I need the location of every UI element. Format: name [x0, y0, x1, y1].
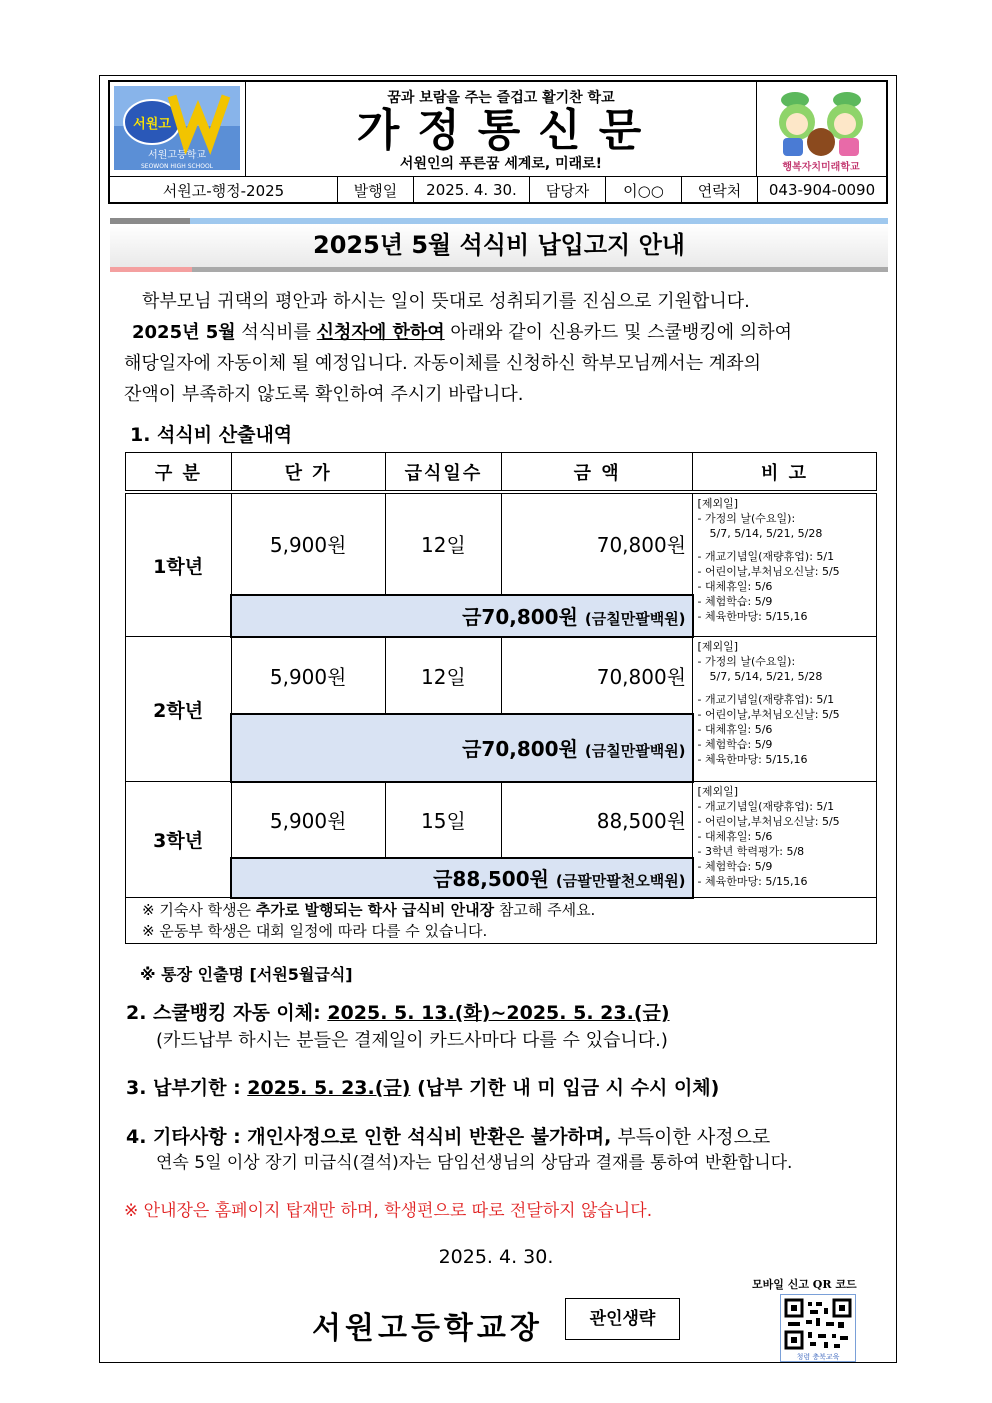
- remark-line: - 체육한마당: 5/15,16: [697, 753, 808, 766]
- amount-cell: 70,800원: [502, 494, 693, 595]
- document-number: 서원고-행정-2025: [110, 177, 338, 203]
- remark-line: - 어린이날,부처님오신날: 5/5: [697, 708, 840, 721]
- total-words: (금칠만팔백원): [584, 742, 686, 760]
- intro-paragraph: [124, 286, 874, 410]
- remarks-cell: [693, 637, 877, 782]
- intro-line-2-d: 아래와 같이 신용카드 및 스쿨뱅킹에 의하여: [444, 322, 792, 343]
- logo-text: 서원고: [133, 117, 171, 132]
- fee-table: [125, 452, 877, 944]
- remark-line: - 체험학습: 5/9: [697, 595, 773, 608]
- footnote-1-b: 추가로 발행되는 학사 급식비 안내장: [255, 900, 495, 919]
- manager-name: 이○○: [606, 177, 682, 203]
- grade-cell: 2학년: [126, 637, 232, 782]
- table-row: [126, 782, 877, 858]
- header-meal-days: 급식일수: [385, 453, 502, 491]
- section-3-label: 3. 납부기한 :: [126, 1077, 248, 1099]
- logo-caption-en: SEOWON HIGH SCHOOL: [140, 163, 214, 170]
- bank-name-note: ※ 통장 인출명 [서원5월급식]: [140, 965, 353, 984]
- days-cell: 12일: [385, 637, 502, 714]
- intro-applicants-only: 신청자에 한하여: [316, 322, 445, 343]
- remark-line: - 대체휴일: 5/6: [697, 580, 773, 593]
- total-amount: 금70,800원: [462, 605, 578, 629]
- section-1-heading: 1. 석식비 산출내역: [130, 424, 293, 446]
- section-4-label: 4. 기타사항 : 개인사정으로 인한 석식비 반환은 불가하며,: [126, 1126, 612, 1148]
- table-row: [126, 637, 877, 714]
- mascot-caption: 행복자치미래학교: [782, 162, 860, 173]
- manager-label: 담당자: [530, 177, 606, 203]
- total-words: (금칠만팔백원): [584, 610, 686, 628]
- days-cell: 15일: [385, 782, 502, 858]
- remarks-cell: [693, 494, 877, 637]
- remark-line: - 가정의 날(수요일):: [697, 655, 796, 668]
- remark-line: [제외일]: [697, 497, 739, 510]
- grade-cell: 1학년: [126, 494, 232, 637]
- amount-cell: 88,500원: [502, 782, 693, 858]
- grade-cell: 3학년: [126, 782, 232, 898]
- intro-line-4: 잔액이 부족하지 않도록 확인하여 주시기 바랍니다.: [124, 384, 524, 405]
- slogan-top: 꿈과 보람을 주는 즐겁고 활기찬 학교: [387, 90, 615, 106]
- remark-line: - 대체휴일: 5/6: [697, 723, 773, 736]
- footnote-athletes: ※ 운동부 학생은 대회 일정에 따라 다를 수 있습니다.: [142, 921, 488, 940]
- newsletter-title: 가정통신문: [356, 105, 660, 156]
- remark-line: - 3학년 학력평가: 5/8: [697, 845, 805, 858]
- remark-line: - 대체휴일: 5/6: [697, 830, 773, 843]
- section-2-label: 2. 스쿨뱅킹 자동 이체:: [126, 1002, 328, 1024]
- intro-line-2-b: 석식비를: [235, 322, 317, 343]
- transfer-period: 2025. 5. 13.(화)~2025. 5. 23.(금): [327, 1002, 670, 1024]
- remark-line: - 체육한마당: 5/15,16: [697, 875, 808, 888]
- remark-line: 5/7, 5/14, 5/21, 5/28: [709, 527, 823, 540]
- header-grade: 구 분: [126, 453, 232, 491]
- footnote-1-c: 참고해 주세요.: [494, 900, 596, 919]
- seal-omitted-box: 관인생략: [565, 1298, 680, 1340]
- remark-line: - 어린이날,부처님오신날: 5/5: [697, 565, 840, 578]
- payment-deadline: 2025. 5. 23.(금): [247, 1077, 411, 1099]
- section-3: [126, 1073, 719, 1100]
- qr-code-image[interactable]: [780, 1294, 856, 1362]
- section-2: [126, 998, 670, 1025]
- remark-line: - 체육한마당: 5/15,16: [697, 610, 808, 623]
- intro-month: 2025년 5월: [132, 322, 236, 343]
- remark-line: 5/7, 5/14, 5/21, 5/28: [709, 670, 823, 683]
- unit-price-cell: 5,900원: [231, 782, 385, 858]
- document-info-row: [110, 176, 886, 203]
- remark-line: [제외일]: [697, 785, 739, 798]
- remark-line: - 체험학습: 5/9: [697, 738, 773, 751]
- section-3-rest: (납부 기한 내 미 입금 시 수시 이체): [410, 1077, 720, 1099]
- qr-footer-text: 청렴 충북교육: [796, 1353, 840, 1361]
- total-amount: 금70,800원: [462, 737, 578, 761]
- slogan-bottom: 서원인의 푸른꿈 세계로, 미래로!: [399, 156, 603, 172]
- footnote-1-a: ※ 기숙사 학생은: [142, 900, 256, 919]
- remark-line: - 가정의 날(수요일):: [697, 512, 796, 525]
- qr-caption: 모바일 신고 QR 코드: [752, 1278, 857, 1291]
- table-row: [126, 494, 877, 595]
- issue-date: 2025. 4. 30.: [414, 177, 530, 203]
- remark-line: - 개교기념일(재량휴업): 5/1: [697, 550, 835, 563]
- newsletter-header: [108, 80, 888, 204]
- mascot-image: [756, 82, 886, 176]
- header-unit-price: 단 가: [231, 453, 385, 491]
- remark-line: - 어린이날,부처님오신날: 5/5: [697, 815, 840, 828]
- table-header-row: [126, 453, 877, 491]
- notice-title: 2025년 5월 석식비 납입고지 안내: [313, 231, 685, 259]
- school-logo: [110, 82, 246, 176]
- remark-line: - 체험학습: 5/9: [697, 860, 773, 873]
- total-amount: 금88,500원: [433, 867, 549, 891]
- total-cell: [231, 595, 692, 637]
- total-words: (금팔만팔천오백원): [555, 872, 686, 890]
- notice-title-band: [110, 218, 888, 273]
- contact-number: 043-904-0090: [768, 181, 876, 199]
- remark-line: - 개교기념일(재량휴업): 5/1: [697, 693, 835, 706]
- header-remarks: 비 고: [693, 453, 877, 491]
- amount-cell: 70,800원: [502, 637, 693, 714]
- section-2-sub: (카드납부 하시는 분들은 결제일이 카드사마다 다를 수 있습니다.): [156, 1030, 668, 1051]
- remarks-cell: [693, 782, 877, 898]
- intro-line-3: 해당일자에 자동이체 될 예정입니다. 자동이체를 신청하신 학부모님께서는 계좌의: [124, 353, 761, 374]
- distribution-note: ※ 안내장은 홈페이지 탑재만 하며, 학생편으로 따로 전달하지 않습니다.: [124, 1201, 653, 1221]
- issue-date-footer: 2025. 4. 30.: [438, 1246, 554, 1268]
- intro-line-2: [124, 317, 874, 348]
- section-4-rest: 부득이한 사정으로: [611, 1126, 771, 1148]
- issue-date-label: 발행일: [338, 177, 414, 203]
- remark-line: - 개교기념일(재량휴업): 5/1: [697, 800, 835, 813]
- principal-name: 서원고등학교장: [312, 1311, 543, 1346]
- section-4-sub: 연속 5일 이상 장기 미급식(결석)자는 담임선생님의 상담과 결재를 통하여 반환합니다.: [156, 1153, 793, 1173]
- section-4: [126, 1122, 770, 1149]
- logo-caption: 서원고등학교: [148, 150, 206, 161]
- remark-line: [제외일]: [697, 640, 739, 653]
- header-amount: 금 액: [502, 453, 693, 491]
- total-cell: [231, 714, 692, 782]
- intro-line-1: 학부모님 귀댁의 평안과 하시는 일이 뜻대로 성취되기를 진심으로 기원합니다.: [142, 291, 750, 312]
- table-footnote-row: [126, 898, 877, 944]
- total-cell: [231, 858, 692, 898]
- days-cell: 12일: [385, 494, 502, 595]
- table-footnotes: [126, 898, 877, 944]
- unit-price-cell: 5,900원: [231, 494, 385, 595]
- contact-label: 연락처: [682, 177, 758, 203]
- footnote-dormitory: [142, 900, 860, 921]
- unit-price-cell: 5,900원: [231, 637, 385, 714]
